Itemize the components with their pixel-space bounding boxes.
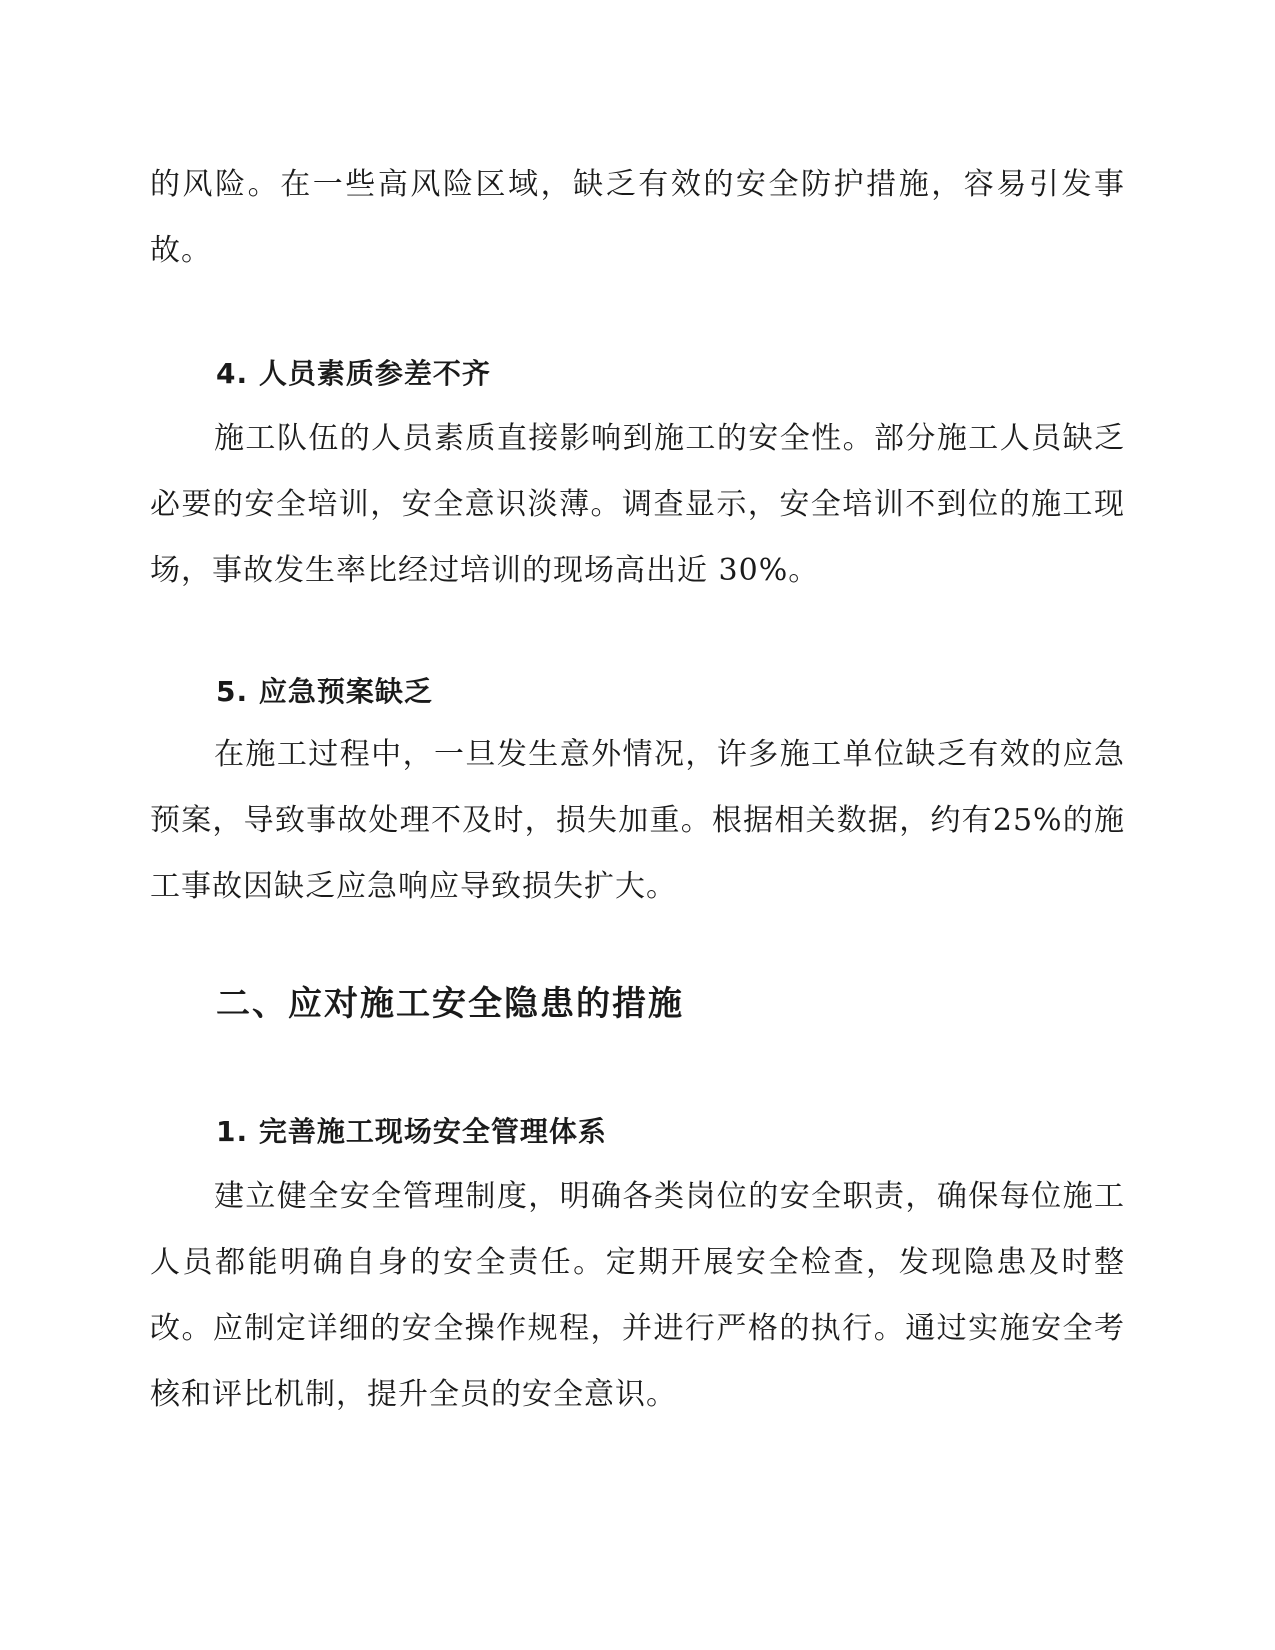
section-4-paragraph: 施工队伍的人员素质直接影响到施工的安全性。部分施工人员缺乏必要的安全培训，安全意识淡薄。调查显示，安全培训不到位的施工现场，事故发生率比经过培训的现场高出近 30%。 [150,421,1125,588]
section-5-paragraph: 在施工过程中，一旦发生意外情况，许多施工单位缺乏有效的应急预案，导致事故处理不及时，损失加重。根据相关数据，约有25%的施工事故因缺乏应急响应导致损失扩大。 [150,737,1125,904]
measure-1-heading: 1. 完善施工现场安全管理体系 [216,1115,607,1148]
intro-paragraph: 的风险。在一些高风险区域，缺乏有效的安全防护措施，容易引发事故。 [150,167,1125,268]
section-5-heading: 5. 应急预案缺乏 [216,675,433,708]
measure-1-paragraph: 建立健全安全管理制度，明确各类岗位的安全职责，确保每位施工人员都能明确自身的安全责任。定期开展安全检查，发现隐患及时整改。应制定详细的安全操作规程，并进行严格的执行。通过实施安全考核和评比机制，提升全员的安全意识。 [150,1179,1125,1412]
section-4-heading: 4. 人员素质参差不齐 [216,357,491,390]
chapter-2-heading: 二、应对施工安全隐患的措施 [216,984,684,1024]
